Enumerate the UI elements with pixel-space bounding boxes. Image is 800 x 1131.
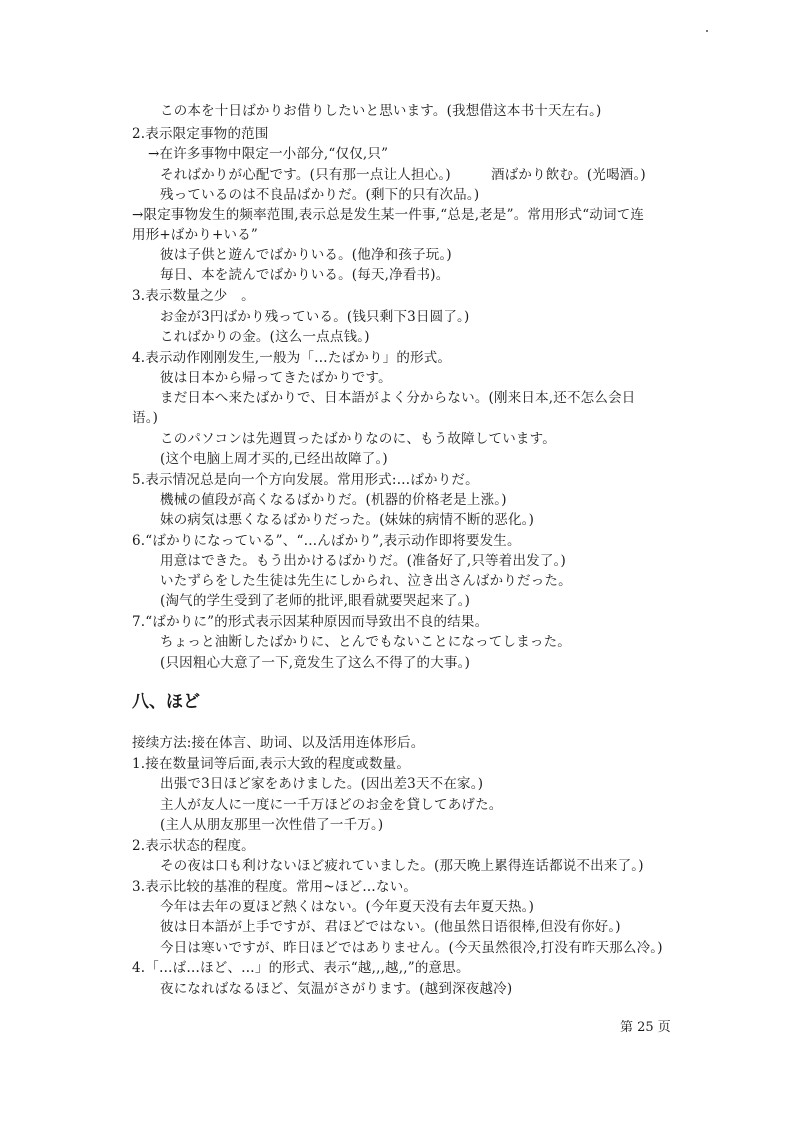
usage-note: 接续方法:接在体言、助词、以及活用连体形后。: [132, 735, 425, 751]
example-sentence: そればかりが心配です。(只有那一点让人担心。): [160, 167, 451, 183]
example-sentence: いたずらをした生徒は先生にしかられ、泣き出さんばかりだった。: [160, 573, 572, 589]
example-sentence: お金が3円ばかり残っている。(钱只剩下3日圆了。): [160, 309, 470, 325]
example-sentence: 酒ばかり飲む。(光喝酒。): [491, 167, 646, 183]
example-sentence: その夜は口も利けないほど疲れていました。(那天晚上累得连话都说不出来了。): [160, 858, 644, 874]
example-sentence: 主人が友人に一度に一千万ほどのお金を貸してあげた。: [160, 797, 503, 813]
example-sentence: 毎日、本を読んでばかりいる。(每天,净看书)。: [160, 267, 450, 283]
example-sentence: このパソコンは先週買ったばかりなのに、もう故障しています。: [160, 431, 556, 447]
section-item-5: 5.表示情况总是向一个方向发展。常用形式:…ばかりだ。: [132, 472, 479, 488]
example-sentence: 機械の値段が高くなるばかりだ。(机器的价格老是上涨。): [160, 492, 507, 508]
example-sentence: 今日は寒いですが、昨日ほどではありません。(今天虽然很冷,打没有昨天那么冷。): [160, 940, 663, 956]
example-sentence: (主人从朋友那里一次性借了一千万。): [160, 817, 384, 833]
section-item-3: 3.表示数量之少 。: [132, 288, 255, 304]
example-sentence: ちょっと油断したばかりに、とんでもないことになってしまった。: [160, 634, 571, 650]
text-line: →限定事物发生的频率范围,表示总是发生某一件事,“总是,老是”。常用形式“动词て连: [132, 207, 645, 223]
section-item-3: 3.表示比较的基准的程度。常用~ほど…ない。: [132, 879, 418, 895]
example-sentence: 用意はできた。もう出かけるばかりだ。(准备好了,只等着出发了。): [160, 553, 566, 569]
scan-speck: [706, 30, 708, 32]
section-item-7: 7.“ばかりに”的形式表示因某种原因而导致出不良的结果。: [132, 614, 489, 630]
example-sentence: (这个电脑上周才买的,已经出故障了。): [160, 451, 388, 467]
page-number: 第 25 页: [620, 1020, 671, 1035]
section-item-1: 1.接在数量词等后面,表示大致的程度或数量。: [132, 756, 411, 772]
example-sentence: まだ日本へ来たばかりで、日本語がよく分からない。(刚来日本,还不怎么会日: [160, 390, 636, 406]
example-sentence: (淘气的学生受到了老师的批评,眼看就要哭起来了。): [160, 593, 471, 609]
example-sentence: 彼は子供と遊んでばかりいる。(他净和孩子玩。): [160, 247, 452, 263]
example-sentence: (只因粗心大意了一下,竟发生了这么不得了的大事。): [160, 655, 471, 671]
section-heading: 八、ほど: [132, 692, 200, 712]
example-sentence: 彼は日本語が上手ですが、君ほどではない。(他虽然日语很棒,但没有你好。): [160, 919, 621, 935]
example-sentence: 夜になればなるほど、気温がさがります。(越到深夜越冷): [160, 981, 513, 997]
example-sentence: こればかりの金。(这么一点点钱。): [160, 329, 370, 345]
section-item-4: 4.「…ば…ほど、…」的形式、表示“越,,,越,,”的意思。: [132, 960, 470, 976]
text-line: 用形+ばかり+いる”: [132, 227, 259, 243]
example-sentence: 妹の病気は悪くなるばかりだった。(妹妹的病情不断的恶化。): [160, 512, 535, 528]
example-sentence: 彼は日本から帰ってきたばかりです。: [160, 370, 392, 386]
section-item-4: 4.表示动作刚刚发生,一般为「…たばかり」的形式。: [132, 350, 452, 366]
section-item-2: 2.表示限定事物的范围: [132, 126, 269, 142]
example-sentence: 出張で3日ほど家をあけました。(因出差3天不在家。): [160, 776, 484, 792]
section-item-2: 2.表示状态的程度。: [132, 838, 255, 854]
section-item-6: 6.“ばかりになっている”、“…んばかり”,表示动作即将要发生。: [132, 533, 521, 549]
text-line: 语。): [132, 410, 159, 426]
example-sentence: 残っているのは不良品ばかりだ。(剩下的只有次品。): [160, 187, 480, 203]
text-line: この本を十日ばかりお借りしたいと思います。(我想借这本书十天左右。): [160, 103, 602, 119]
example-sentence: 今年は去年の夏ほど熱くはない。(今年夏天没有去年夏天热。): [160, 899, 535, 915]
text-line: →在许多事物中限定一小部分,“仅仅,只”: [148, 146, 389, 162]
